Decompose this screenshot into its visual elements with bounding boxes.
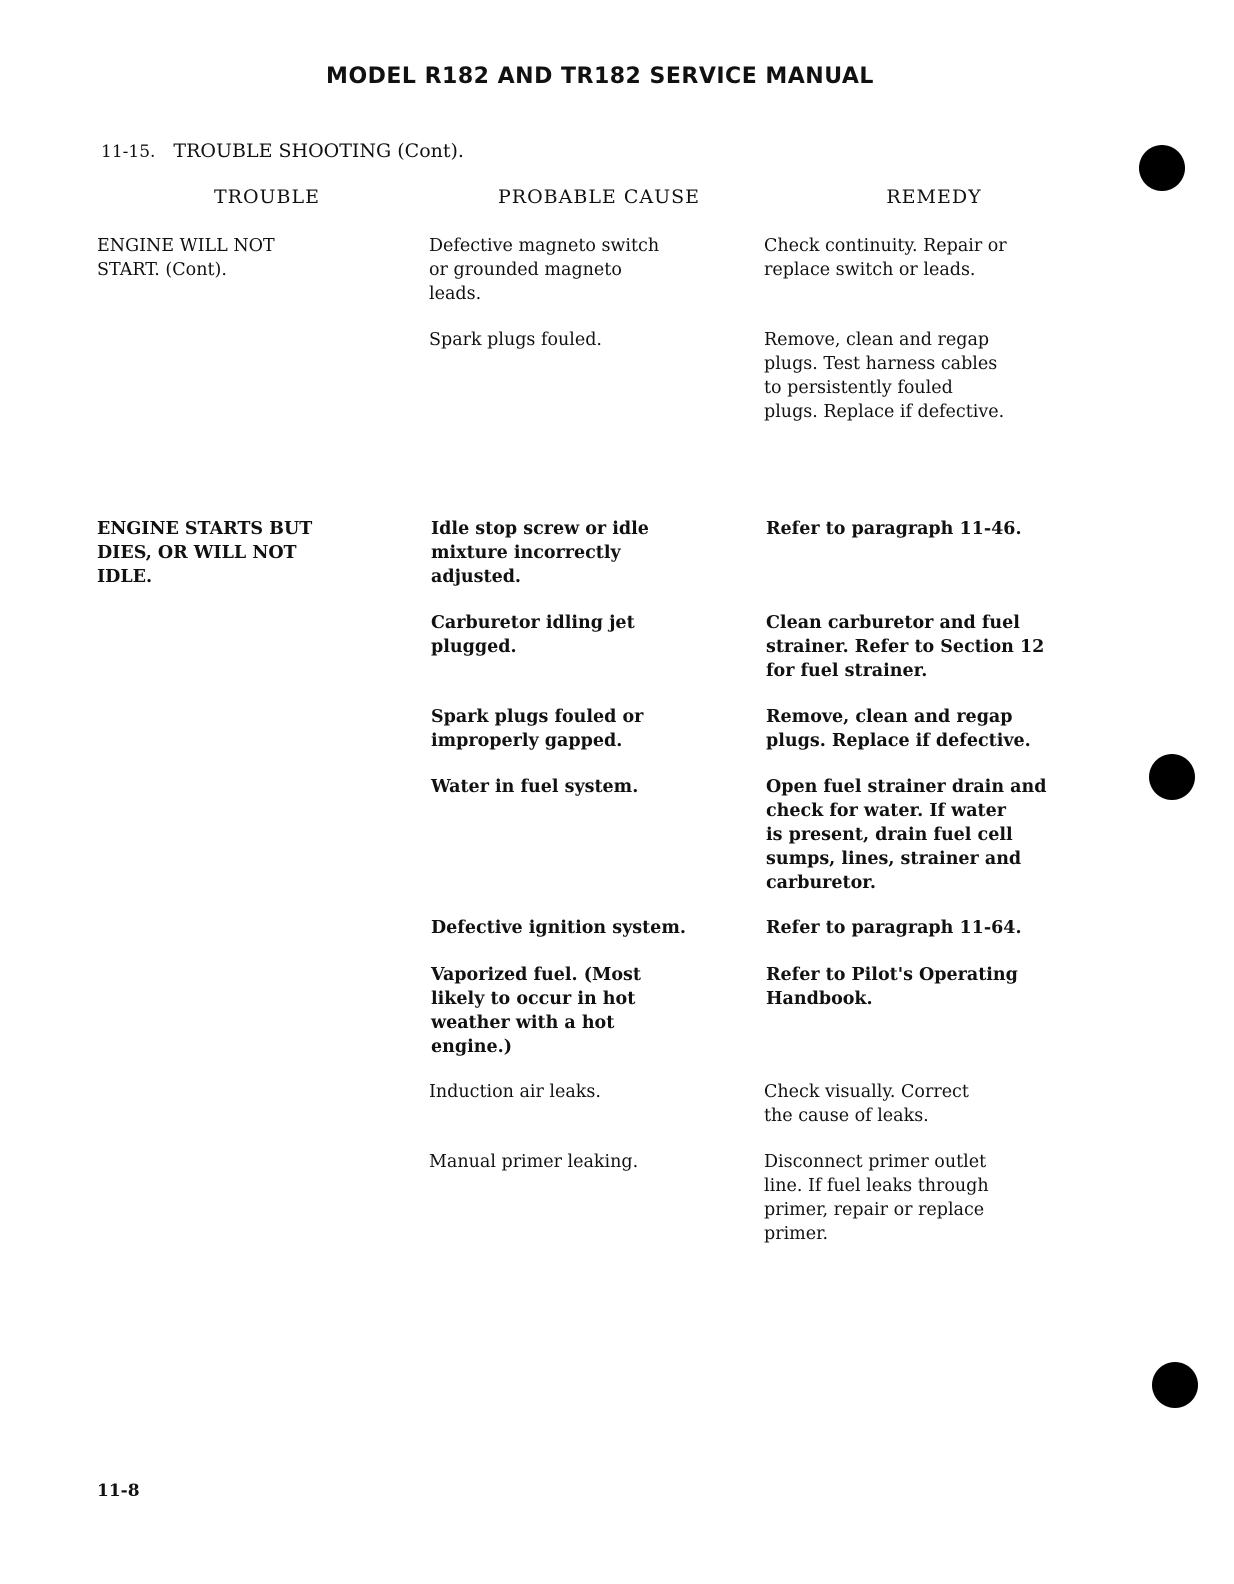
remedy-text: Open fuel strainer drain and check for water. If water is present, drain fuel cell sumps, lines, strainer and carburetor. <box>766 777 1047 893</box>
cause-text: Carburetor idling jet plugged. <box>431 613 635 657</box>
cause-text: Spark plugs fouled. <box>429 330 602 350</box>
remedy-text: Check visually. Correct the cause of leaks. <box>764 1082 969 1126</box>
remedy-text: Refer to Pilot's Operating Handbook. <box>766 965 1018 1009</box>
column-header-cause: PROBABLE CAUSE <box>498 186 700 208</box>
binder-hole-icon <box>1149 754 1195 800</box>
remedy-text: Refer to paragraph 11-46. <box>766 519 1022 539</box>
cause-text: Induction air leaks. <box>429 1082 601 1102</box>
cause-text: Manual primer leaking. <box>429 1152 639 1172</box>
remedy-text: Remove, clean and regap plugs. Replace if defective. <box>766 707 1031 751</box>
cause-text: Spark plugs fouled or improperly gapped. <box>431 707 644 751</box>
remedy-text: Remove, clean and regap plugs. Test harness cables to persistently fouled plugs. Replace if defective. <box>764 330 1005 422</box>
column-header-trouble: TROUBLE <box>213 186 321 208</box>
column-header-remedy: REMEDY <box>886 186 982 208</box>
remedy-text: Refer to paragraph 11-64. <box>766 918 1022 938</box>
remedy-text: Check continuity. Repair or replace switch or leads. <box>764 236 1007 280</box>
trouble-text: ENGINE STARTS BUT DIES, OR WILL NOT IDLE. <box>97 519 313 587</box>
section-number: 11-15. <box>101 142 156 162</box>
cause-text: Defective ignition system. <box>431 918 686 938</box>
section-title: TROUBLE SHOOTING (Cont). <box>173 140 464 162</box>
cause-text: Water in fuel system. <box>431 777 639 797</box>
cause-text: Defective magneto switch or grounded magneto leads. <box>429 236 660 304</box>
cause-text: Vaporized fuel. (Most likely to occur in hot weather with a hot engine.) <box>431 965 641 1057</box>
binder-hole-icon <box>1152 1362 1198 1408</box>
trouble-text: ENGINE WILL NOT START. (Cont). <box>97 236 275 280</box>
remedy-text: Disconnect primer outlet line. If fuel leaks through primer, repair or replace primer. <box>764 1152 989 1244</box>
remedy-text: Clean carburetor and fuel strainer. Refer to Section 12 for fuel strainer. <box>766 613 1045 681</box>
section-heading <box>101 140 464 162</box>
page-title: MODEL R182 AND TR182 SERVICE MANUAL <box>326 64 874 89</box>
page-number: 11-8 <box>97 1481 140 1501</box>
cause-text: Idle stop screw or idle mixture incorrectly adjusted. <box>431 519 649 587</box>
binder-hole-icon <box>1139 145 1185 191</box>
